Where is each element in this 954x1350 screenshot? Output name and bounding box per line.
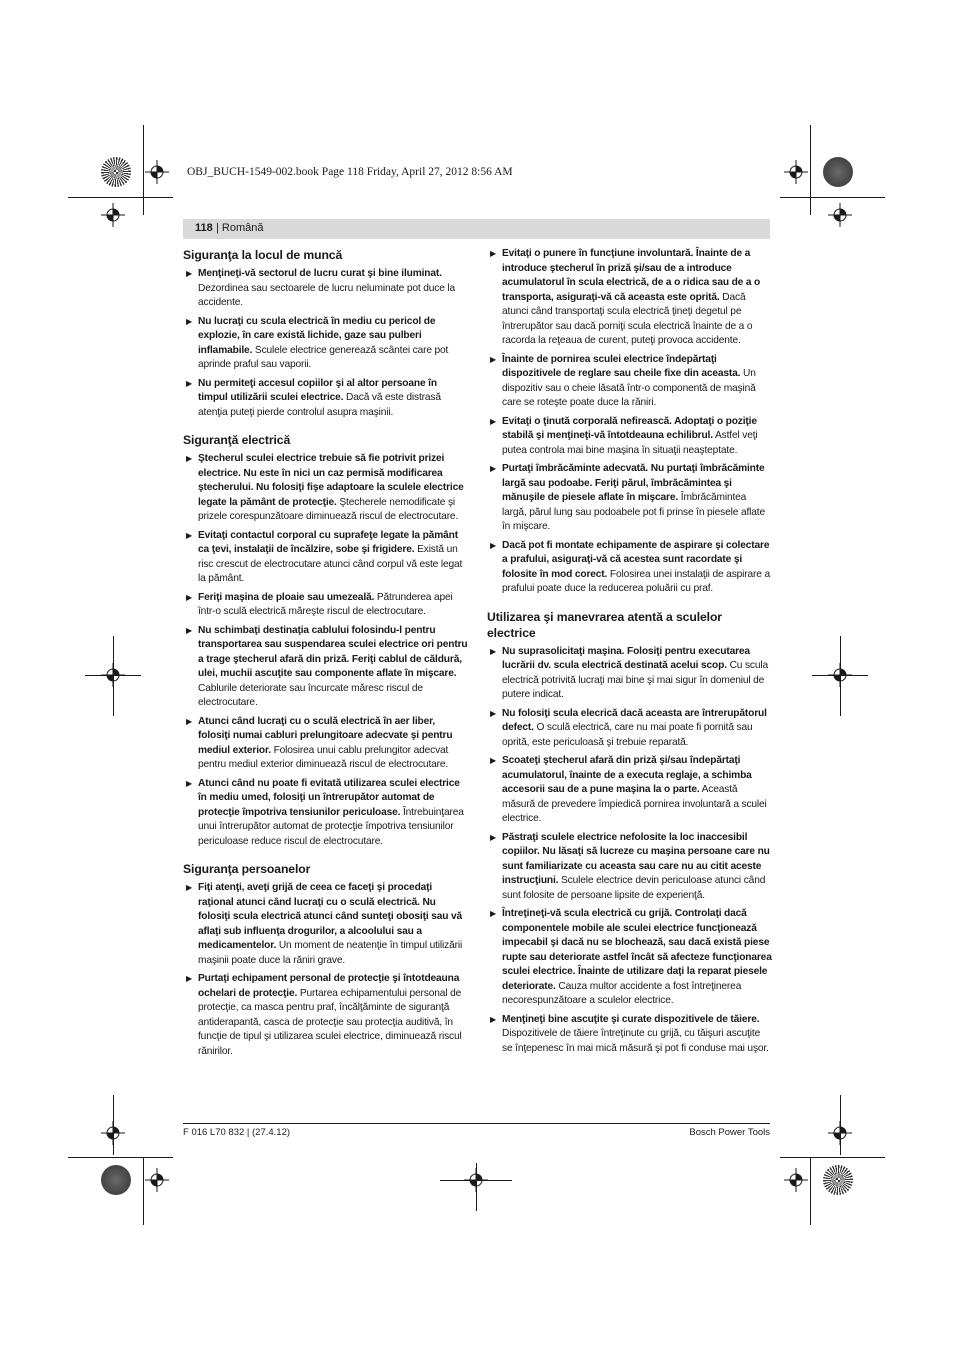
safety-item-explanation: Cauza multor accidente a fost întreţinerea necorespunzătoare a sculelor electrice. [502, 980, 742, 1006]
safety-item-instruction: Nu folosiţi scula elecrică dacă aceasta are întrerupătorul defect. [502, 707, 767, 733]
safety-item-instruction: Înainte de pornirea sculei electrice îndepărtaţi dispozitivele de reglare sau cheile fixe din aceasta. [502, 353, 741, 379]
safety-item [183, 267, 468, 311]
triangle-right-icon: ▶ [490, 540, 497, 550]
page-number: 118 [195, 222, 213, 234]
safety-item [487, 831, 772, 904]
safety-item-instruction: Atunci când nu poate fi evitată utilizarea sculei electrice în mediu umed, folosiţi un întrerupător automat de protecţie împotriva tensiunilor periculoase. [198, 777, 460, 818]
left-column [183, 247, 468, 1063]
safety-item-instruction: Întreţineţi-vă scula electrică cu grijă. Controlaţi dacă componentele mobile ale sculei electrice funcţionează impecabil şi dacă nu se blochează, sau dacă există piese rupte sau deteriorate astfel încât să afecteze funcţionarea sculei electrice. Înainte de utilizare daţi la reparat piesele deteriorate. [502, 908, 772, 992]
triangle-right-icon: ▶ [186, 592, 193, 602]
safety-item-explanation: Purtarea echipamentului personal de protecţie, ca masca pentru praf, încălţăminte de siguranţă antiderapantă, casca de protecţie sau protecţia auditivă, în funcţie de tipul şi utilizarea sculei electrice, diminuează riscul rănirilor. [198, 987, 462, 1057]
safety-item-instruction: Scoateţi ştecherul afară din priză şi/sau îndepărtaţi acumulatorul, înainte de a executa reglaje, a schimba accesorii sau de a pune maşina la o parte. [502, 755, 752, 795]
safety-item-explanation: Un dispozitiv sau o cheie lăsată într-o componentă de maşină care se roteşte poate duce la răniri. [502, 368, 756, 408]
section-title: Utilizarea şi manevrarea atentă a sculelor electrice [487, 609, 722, 640]
safety-item-explanation: O sculă electrică, care nu mai poate fi pornită sau oprită, este periculoasă şi trebuie reparată. [502, 722, 753, 748]
crosshair-icon [784, 1168, 808, 1192]
safety-item [183, 777, 468, 850]
safety-item [183, 452, 468, 525]
safety-item-explanation: Folosirea unei instalaţii de aspirare a prafului poate duce la reducerea poluării cu praf. [502, 568, 770, 594]
crosshair-icon [784, 160, 808, 184]
triangle-right-icon: ▶ [490, 909, 497, 918]
footer-rule [183, 1123, 770, 1124]
page-language: | Română [216, 222, 264, 234]
safety-item-instruction: Evitaţi contactul corporal cu suprafeţe legate la pământ ca ţevi, instalaţii de încălzire, sobe şi frigidere. [198, 529, 458, 555]
triangle-right-icon: ▶ [490, 832, 497, 842]
safety-item-instruction: Nu schimbaţi destinaţia cablului folosindu-l pentru transportarea sau suspendarea sculei electrice ori pentru a trage ştecherul afară din priză. Feriţi cablul de căldură, ulei, muchii ascuţite sau componente aflate în mişcare. [198, 624, 468, 679]
safety-item [487, 754, 772, 827]
safety-item-explanation: Sculele electrice generează scântei care pot aprinde praful sau vaporii. [198, 344, 449, 370]
section-title: Siguranţă electrică [183, 433, 291, 447]
safety-item-instruction: Nu suprasolicitaţi maşina. Folosiţi pentru executarea lucrării dv. scula electrică destinată acelui scop. [502, 645, 750, 671]
safety-item-explanation: Un moment de neatenţie în timpul utilizării maşinii poate duce la răniri grave. [198, 940, 463, 966]
footer-brand: Bosch Power Tools [689, 1127, 770, 1138]
safety-item [183, 881, 468, 968]
safety-item-instruction: Evitaţi o punere în funcţiune involuntară. Înainte de a introduce ştecherul în priză şi/sau de a introduce acumulatorul în scula electrică, de a o ridica sau de a o transporta, asiguraţi-vă că aceasta este oprită. [502, 248, 761, 303]
safety-item-instruction: Atunci când lucraţi cu o sculă electrică în aer liber, folosiţi numai cabluri prelungitoare adecvate şi pentru mediul exterior. [198, 715, 453, 756]
safety-item [487, 415, 772, 459]
registration-wheel-icon [823, 1165, 853, 1195]
crosshair-icon [101, 1121, 125, 1145]
safety-item-explanation: Această măsură de prevedere împiedică pornirea involuntară a sculei electrice. [502, 784, 767, 824]
safety-item [183, 529, 468, 587]
safety-item-instruction: Nu lucraţi cu scula electrică în mediu cu pericol de explozie, în care există lichide, gaze sau pulberi inflamabile. [198, 315, 436, 356]
crosshair-icon [145, 160, 169, 184]
safety-item-explanation: Dispozitivele de tăiere întreţinute cu grijă, cu tăişuri ascuţite se înţepenesc în mai mică măsură şi pot fi conduse mai uşor. [502, 1028, 769, 1054]
registration-wheel-icon [101, 1165, 131, 1195]
crosshair-icon [828, 203, 852, 227]
triangle-right-icon: ▶ [490, 464, 497, 473]
triangle-right-icon: ▶ [186, 454, 193, 463]
safety-item [183, 377, 468, 421]
safety-item-explanation: Ştecherele nemodificate şi prizele corespunzătoare diminuează riscul de electrocutare. [198, 496, 459, 522]
triangle-right-icon: ▶ [186, 378, 193, 388]
crosshair-icon [101, 203, 125, 227]
right-column [487, 247, 772, 1060]
triangle-right-icon: ▶ [490, 756, 497, 765]
triangle-right-icon: ▶ [490, 646, 497, 656]
safety-item-explanation: Cu scula electrică potrivită lucraţi mai bine şi mai sigur în domeniul de putere indicat. [502, 660, 769, 700]
safety-item-instruction: Menţineţi bine ascuţite şi curate dispozitivele de tăiere. [502, 1013, 760, 1025]
registration-wheel-icon [101, 157, 131, 187]
triangle-right-icon: ▶ [186, 530, 193, 540]
section-title: Siguranţa persoanelor [183, 862, 311, 876]
crosshair-icon [101, 663, 125, 687]
crosshair-icon [828, 1121, 852, 1145]
triangle-right-icon: ▶ [186, 269, 193, 278]
triangle-right-icon: ▶ [186, 883, 193, 892]
page-header-band [183, 219, 770, 239]
safety-item-instruction: Dacă pot fi montate echipamente de aspirare şi colectare a prafului, asiguraţi-vă că acestea sunt racordate şi folosite în mod corect. [502, 539, 770, 580]
crosshair-icon [828, 663, 852, 687]
safety-item-instruction: Păstraţi sculele electrice nefolosite la loc inaccesibil copiilor. Nu lăsaţi să lucreze cu maşina persoane care nu sunt familiarizate cu aceasta sau care nu au citit aceste instrucţiuni. [502, 831, 770, 886]
triangle-right-icon: ▶ [490, 354, 497, 364]
safety-item-explanation: Astfel veţi putea controla mai bine maşina în situaţii neaşteptate. [502, 430, 758, 456]
triangle-right-icon: ▶ [490, 708, 497, 718]
safety-item [487, 907, 772, 1009]
safety-item-explanation: Întrebuinţarea unui întrerupător automat de protecţie împotriva tensiunilor periculoase reduce riscul de electrocutare. [198, 806, 464, 847]
triangle-right-icon: ▶ [186, 974, 193, 983]
safety-item [487, 462, 772, 535]
safety-item [487, 645, 772, 703]
safety-item [487, 247, 772, 349]
section-title: Siguranţa la locul de muncă [183, 248, 343, 262]
safety-item [487, 539, 772, 597]
triangle-right-icon: ▶ [490, 249, 497, 258]
safety-item-explanation: Folosirea unui cablu prelungitor adecvat pentru mediul exterior diminuează riscul de electrocutare. [198, 744, 449, 770]
triangle-right-icon: ▶ [186, 716, 193, 726]
triangle-right-icon: ▶ [186, 316, 193, 326]
safety-item-instruction: Ştecherul sculei electrice trebuie să fie potrivit prizei electrice. Nu este în nici un caz permisă modificarea ştecherului. Nu folosiţi fişe adaptoare la sculele electrice legate la pământ de protecţie. [198, 453, 464, 508]
triangle-right-icon: ▶ [186, 778, 193, 788]
crosshair-icon [145, 1168, 169, 1192]
safety-item [183, 972, 468, 1059]
safety-item-explanation: Dezordinea sau sectoarele de lucru neluminate pot duce la accidente. [198, 282, 456, 308]
safety-item-instruction: Purtaţi îmbrăcăminte adecvată. Nu purtaţi îmbrăcăminte largă sau podoabe. Feriţi părul, îmbrăcămintea şi mănuşile de piesele aflate în mişcare. [502, 463, 765, 503]
safety-item-explanation: Îmbrăcămintea largă, părul lung sau podoabele pot fi prinse în piesele aflate în mişcare. [502, 492, 765, 532]
safety-item-explanation: Există un risc crescut de electrocutare atunci când corpul vă este legat la pământ. [198, 544, 463, 584]
footer-document-code: F 016 L70 832 | (27.4.12) [183, 1127, 291, 1138]
safety-item-explanation: Sculele electrice devin periculoase atunci când sunt folosite de persoane lipsite de experienţă. [502, 875, 766, 901]
crosshair-icon [464, 1168, 488, 1192]
safety-item [487, 1013, 772, 1057]
safety-item-instruction: Nu permiteţi accesul copiilor şi al altor persoane în timpul utilizării sculei electrice. [198, 377, 437, 403]
triangle-right-icon: ▶ [186, 625, 193, 635]
safety-item-explanation: Cablurile deteriorate sau încurcate măresc riscul de electrocutare. [198, 682, 423, 708]
registration-wheel-icon [823, 157, 853, 187]
safety-item [183, 591, 468, 620]
safety-item [487, 353, 772, 411]
safety-item-explanation: Pătrunderea apei într-o sculă electrică măreşte riscul de electrocutare. [198, 591, 453, 617]
safety-item-instruction: Feriţi maşina de ploaie sau umezeală. [198, 591, 375, 603]
safety-item [487, 707, 772, 751]
safety-item-explanation: Dacă vă este distrasă atenţia puteţi pierde controlul asupra maşinii. [198, 392, 441, 418]
triangle-right-icon: ▶ [490, 416, 497, 426]
safety-item [183, 715, 468, 773]
safety-item-instruction: Fiţi atenţi, aveţi grijă de ceea ce faceţi şi procedaţi raţional atunci când lucraţi cu o sculă electrică. Nu folosiţi scula electrică atunci când sunteţi obosiţi sau vă aflaţi sub influenţa drogurilor, a alcoolului sau a medicamentelor. [198, 882, 463, 951]
safety-item-instruction: Purtaţi echipament personal de protecţie şi întotdeauna ochelari de protecţie. [198, 973, 460, 999]
safety-item-explanation: Dacă atunci când transportaţi scula electrică ţineţi degetul pe întrerupător sau dacă porniţi scula electrică înainte de a o racorda la reţeaua de curent, puteţi provoca accidente. [502, 291, 753, 346]
safety-item-instruction: Menţineţi-vă sectorul de lucru curat şi bine iluminat. [198, 268, 442, 279]
safety-item [183, 624, 468, 711]
safety-item [183, 315, 468, 373]
triangle-right-icon: ▶ [490, 1014, 497, 1024]
print-header: OBJ_BUCH-1549-002.book Page 118 Friday, April 27, 2012 8:56 AM [187, 166, 513, 178]
safety-item-instruction: Evitaţi o ţinută corporală nefirească. Adoptaţi o poziţie stabilă şi menţineţi-vă întotdeauna echilibrul. [502, 415, 757, 441]
